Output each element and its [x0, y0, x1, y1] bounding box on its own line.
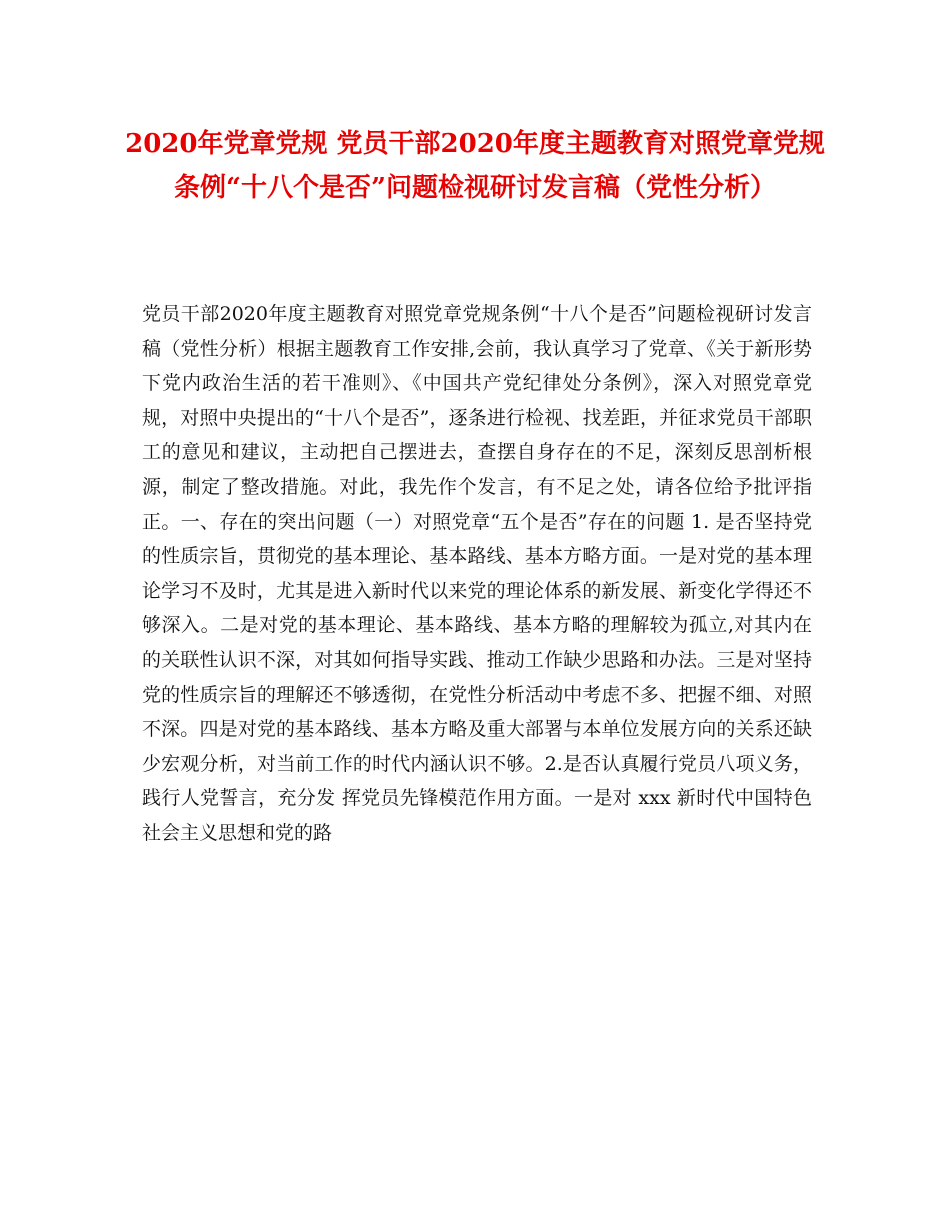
document-title: 2020年党章党规 党员干部2020年度主题教育对照党章党规条例“十八个是否”问题检视研讨发言稿（党性分析）	[125, 129, 825, 203]
document-body: 党员干部2020年度主题教育对照党章党规条例“十八个是否”问题检视研讨发言稿（党性分析）根据主题教育工作安排,会前，我认真学习了党章、《关于新形势下党内政治生活的若干准则》、《中国共产党纪律处分条例》，深入对照党章党规，对照中央提出的“十八个是否”，逐条进行检视、找差距，并征求党员干部职工的意见和建议，主动把自己摆进去，查摆自身存在的不足，深刻反思剖析根源，制定了整改措施。对此，我先作个发言，有不足之处，请各位给予批评指正。一、存在的突出问题（一）对照党章“五个是否”存在的问题 1. 是否坚持党的性质宗旨，贯彻党的基本理论、基本路线、基本方略方面。一是对党的基本理论学习不及时，尤其是进入新时代以来党的理论体系的新发展、新变化学得还不够深入。二是对党的基本理论、基本路线、基本方略的理解较为孤立,对其内在的关联性认识不深，对其如何指导实践、推动工作缺少思路和办法。三是对坚持党的性质宗旨的理解还不够透彻，在党性分析活动中考虑不多、把握不细、对照不深。四是对党的基本路线、基本方略及重大部署与本单位发展方向的关系还缺少宏观分析，对当前工作的时代内涵认识不够。2.是否认真履行党员八项义务，践行人党誓言，充分发 挥党员先锋模范作用方面。一是对 xxx 新时代中国特色社会主义思想和党的路	[142, 303, 812, 844]
